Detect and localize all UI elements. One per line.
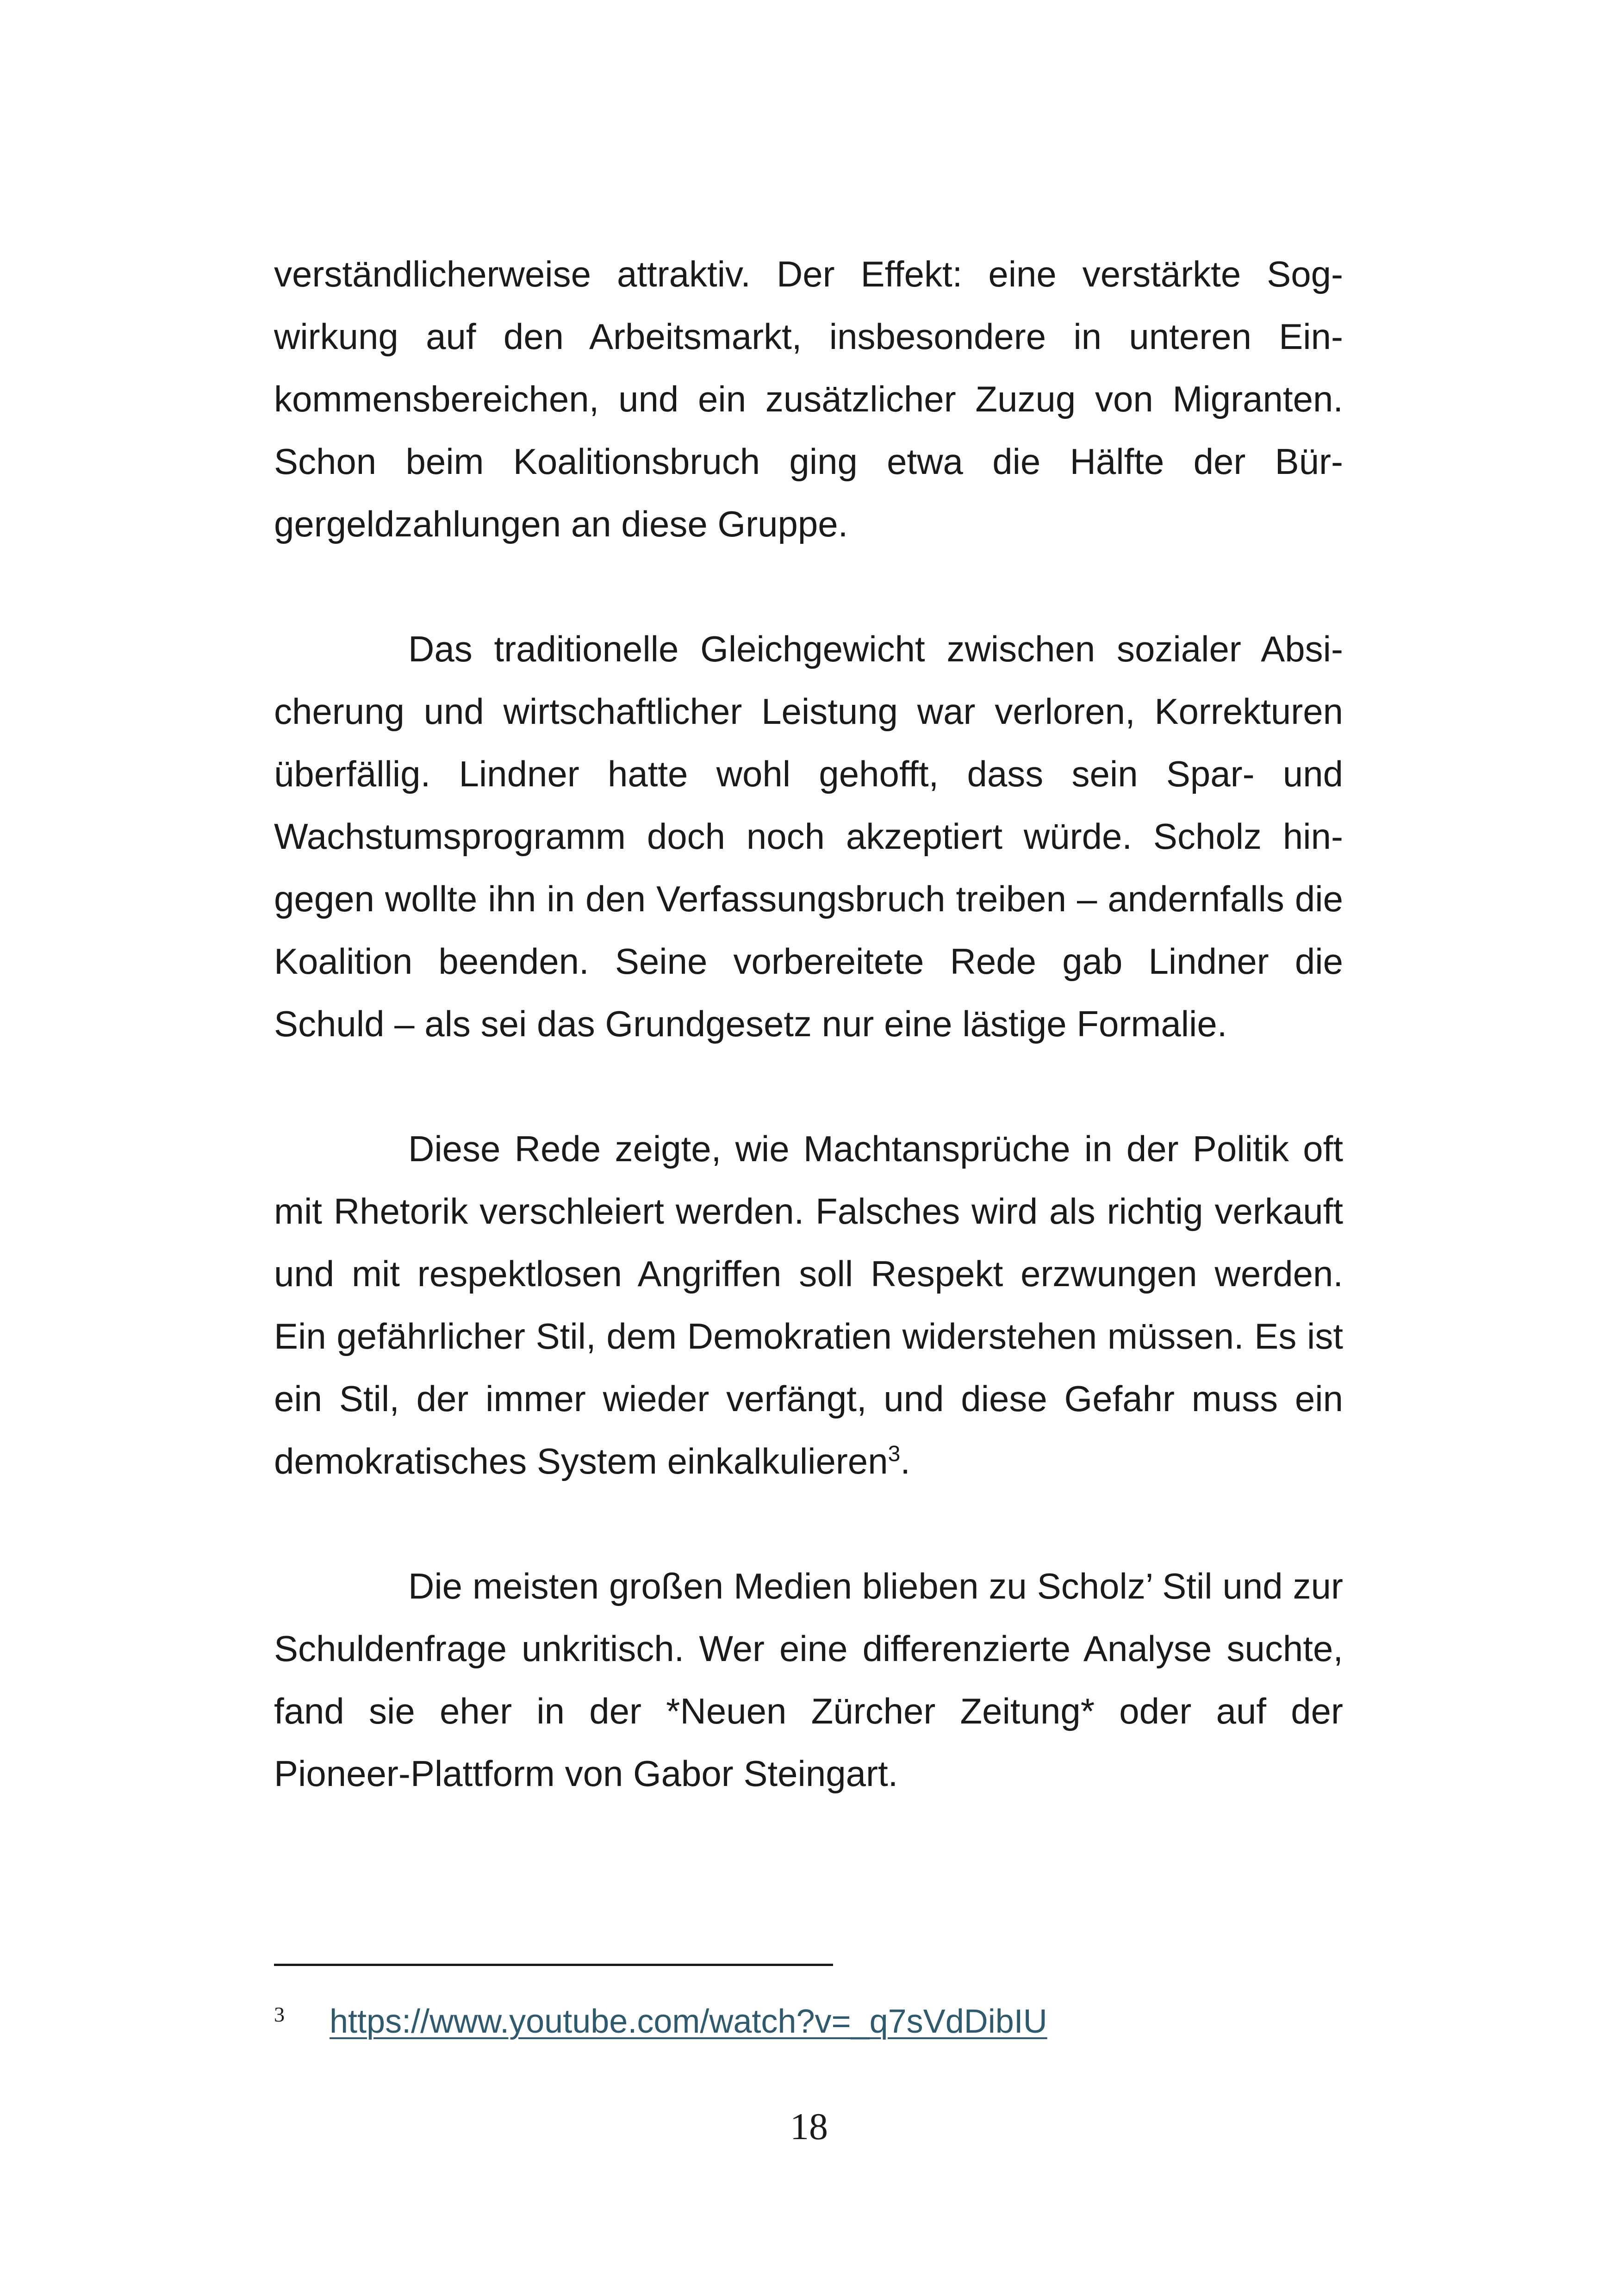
page-number: 18 (790, 2105, 828, 2147)
paragraph-2: Das traditionelle Gleichgewicht zwischen sozialer Absicherung und wirtschaftlicher Leistung war verloren, Korrekturen überfällig. Lindner hatte wohl gehofft, dass sein Spar- und Wachstumsprogramm doch noch akzeptiert würde. Scholz hingegen wollte ihn in den Verfassungsbruch treiben – andernfalls die Koalition beenden. Seine vorbereitete Rede gab Lindner die Schuld – als sei das Grundgesetz nur eine lästige Formalie. (274, 628, 1343, 1044)
paragraph-3 (274, 1118, 1343, 1493)
paragraph-3-text: Diese Rede zeigte, wie Machtansprüche in der Politik oft mit Rhetorik verschleiert werden. Falsches wird als richtig verkauft und mit respektlosen Angriffen soll Respekt erzwungen werden. Ein gefährlicher Stil, dem Demokratien widerstehen müssen. Es ist ein Stil, der immer wieder verfängt, und diese Gefahr muss ein demokratisches System einkalkulieren (274, 1128, 1343, 1481)
paragraph-3-period: . (900, 1441, 910, 1481)
footnote-number: 3 (274, 2003, 285, 2026)
paragraph-4: Die meisten großen Medien blieben zu Scholz’ Stil und zur Schuldenfrage unkritisch. Wer eine differenzierte Analyse suchte, fand sie eher in der *Neuen Zürcher Zeitung* oder auf der Pioneer-Plattform von Gabor Steingart. (274, 1566, 1343, 1794)
paragraph-gap (274, 1493, 1343, 1555)
footnote-link[interactable]: https://www.youtube.com/watch?v=_q7sVdDibIU (330, 2003, 1047, 2040)
body-text (274, 243, 1343, 1805)
paragraph-1: verständlicherweise attraktiv. Der Effekt: eine verstärkte Sogwirkung auf den Arbeitsmarkt, insbesondere in unteren Einkommensbereichen, und ein zusätzlicher Zuzug von Migranten. Schon beim Koalitionsbruch ging etwa die Hälfte der Bürgergeldzahlungen an diese Gruppe. (274, 254, 1343, 544)
footnote-reference[interactable]: 3 (888, 1442, 901, 1466)
footnote (274, 1998, 1047, 2045)
paragraph-gap (274, 1055, 1343, 1118)
paragraph-gap (274, 555, 1343, 618)
footnote-separator (274, 1964, 833, 1966)
